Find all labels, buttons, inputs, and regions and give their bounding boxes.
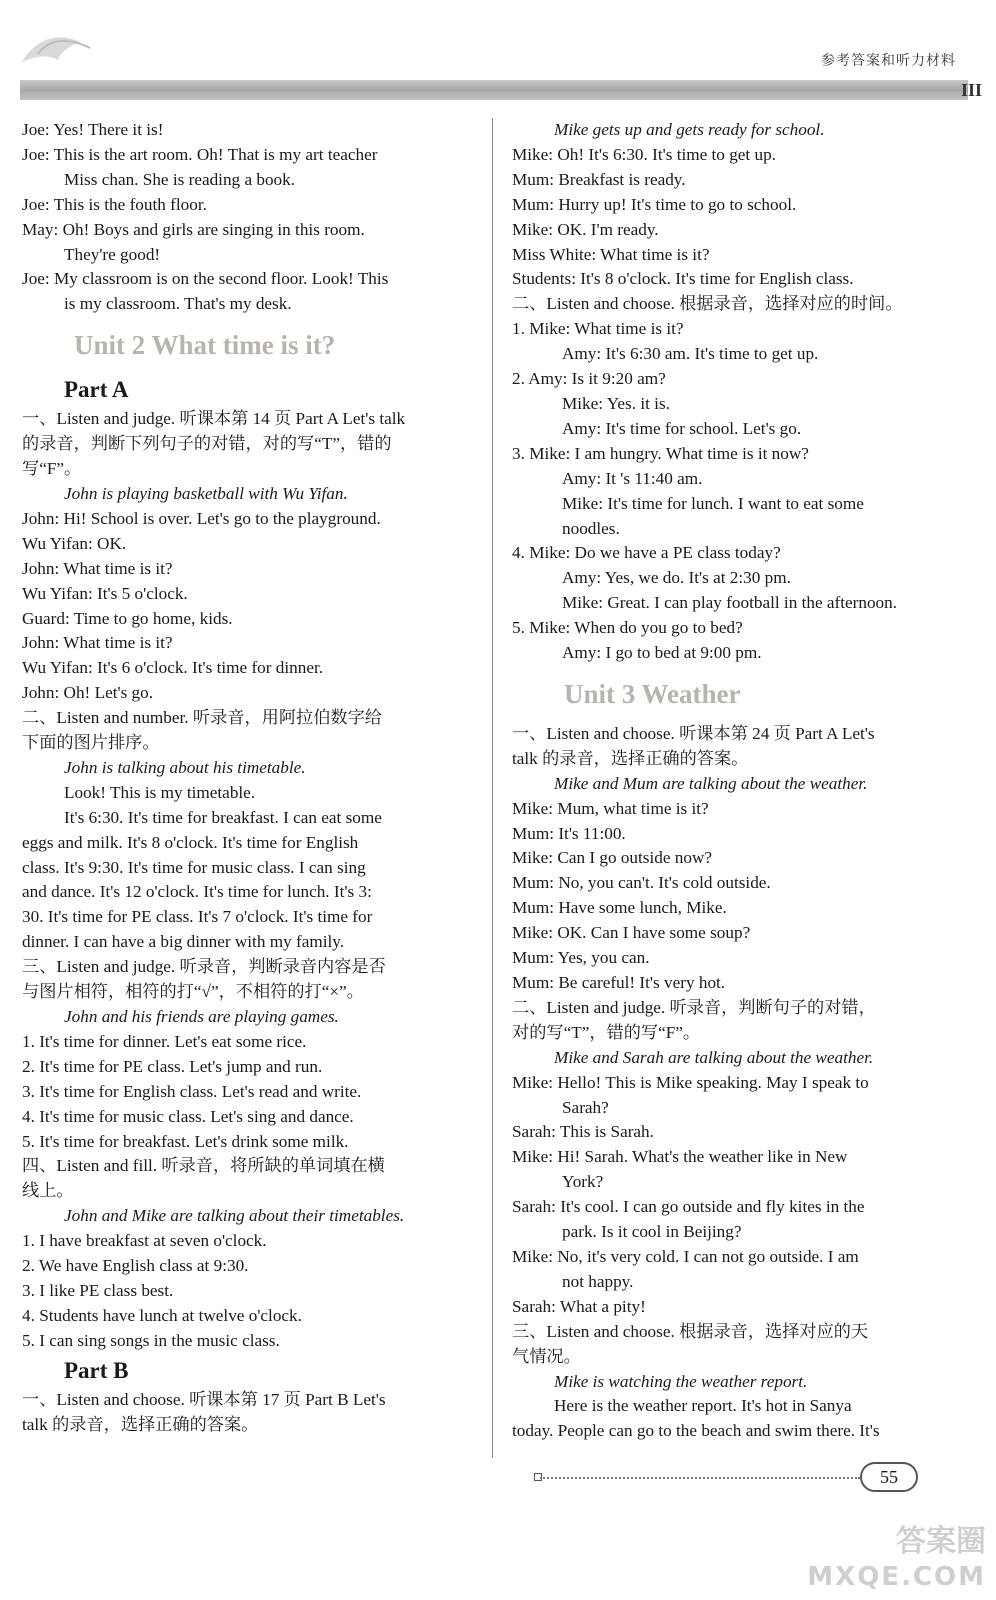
page-header bbox=[0, 0, 996, 104]
text-line: 2. Amy: Is it 9:20 am? bbox=[512, 369, 666, 389]
indented-line: Mike: Great. I can play football in the afternoon. bbox=[562, 593, 898, 613]
text-line: Joe: This is the fouth floor. bbox=[22, 194, 207, 214]
text-line: Students: It's 8 o'clock. It's time for English class. bbox=[512, 269, 854, 289]
text-line: 四、Listen and fill. 听录音，将所缺的单词填在横 bbox=[22, 1156, 385, 1176]
text-line: 的录音，判断下列句子的对错，对的写“T”，错的 bbox=[22, 434, 392, 454]
text-line: Mike: Mum, what time is it? bbox=[512, 798, 709, 818]
text-line: 二、Listen and judge. 听录音，判断句子的对错， bbox=[512, 997, 876, 1017]
indented-line: Mike: It's time for lunch. I want to eat some bbox=[562, 493, 864, 513]
text-line: Mike: Oh! It's 6:30. It's time to get up. bbox=[512, 144, 776, 164]
indented-line: park. Is it cool in Beijing? bbox=[562, 1222, 742, 1242]
text-line: Mum: It's 11:00. bbox=[512, 823, 626, 843]
text-line: 与图片相符，相符的打“√”，不相符的打“×”。 bbox=[22, 982, 364, 1002]
text-line: 气情况。 bbox=[512, 1346, 581, 1366]
indented-line: Amy: I go to bed at 9:00 pm. bbox=[562, 643, 762, 663]
indented-line: Amy: Yes, we do. It's at 2:30 pm. bbox=[562, 568, 791, 588]
indented-line: Sarah? bbox=[562, 1097, 609, 1117]
text-line: 写“F”。 bbox=[22, 459, 82, 479]
scenario-line: Mike gets up and gets ready for school. bbox=[554, 120, 825, 139]
text-line: 1. It's time for dinner. Let's eat some rice. bbox=[22, 1031, 307, 1051]
text-line: 二、Listen and number. 听录音，用阿拉伯数字给 bbox=[22, 708, 382, 728]
text-line: 2. We have English class at 9:30. bbox=[22, 1256, 249, 1276]
text-line: Sarah: What a pity! bbox=[512, 1296, 646, 1316]
indented-line: Miss chan. She is reading a book. bbox=[64, 169, 296, 189]
text-line: Wu Yifan: OK. bbox=[22, 533, 127, 553]
text-line: Miss White: What time is it? bbox=[512, 244, 710, 264]
text-line: 对的写“T”，错的写“F”。 bbox=[512, 1022, 701, 1042]
text-line: Mike: Can I go outside now? bbox=[512, 848, 713, 868]
indented-line: Look! This is my timetable. bbox=[64, 782, 256, 802]
part-title: Part B bbox=[64, 1357, 129, 1383]
indented-line: Mike: Yes. it is. bbox=[562, 393, 670, 413]
header-band bbox=[20, 80, 968, 100]
text-line: 3. Mike: I am hungry. What time is it now? bbox=[512, 443, 809, 463]
text-line: Mike: OK. I'm ready. bbox=[512, 219, 659, 239]
text-line: Mike: Hello! This is Mike speaking. May I speak to bbox=[512, 1072, 869, 1092]
text-line: 线上。 bbox=[22, 1181, 74, 1201]
text-line: Wu Yifan: It's 6 o'clock. It's time for dinner. bbox=[22, 658, 324, 678]
header-title: 参考答案和听力材料 bbox=[821, 54, 956, 69]
watermark-site: MXQE.COM bbox=[807, 1562, 986, 1592]
scenario-line: Mike and Mum are talking about the weather. bbox=[554, 773, 868, 793]
text-line: 3. It's time for English class. Let's read and write. bbox=[22, 1081, 362, 1101]
scenario-line: John is playing basketball with Wu Yifan. bbox=[64, 483, 348, 503]
text-line: 5. It's time for breakfast. Let's drink some milk. bbox=[22, 1131, 349, 1151]
text-line: today. People can go to the beach and swim there. It's bbox=[512, 1421, 880, 1441]
text-line: 1. Mike: What time is it? bbox=[512, 319, 684, 339]
indented-line: York? bbox=[562, 1172, 604, 1192]
text-line: 30. It's time for PE class. It's 7 o'clock. It's time for bbox=[22, 907, 373, 927]
text-line: Mike: Hi! Sarah. What's the weather like in New bbox=[512, 1147, 848, 1167]
right-column bbox=[512, 118, 958, 1444]
text-line: 三、Listen and judge. 听录音，判断录音内容是否 bbox=[22, 957, 386, 977]
text-line: talk 的录音，选择正确的答案。 bbox=[512, 748, 749, 768]
footer-dotted-line bbox=[540, 1477, 860, 1479]
indented-line: noodles. bbox=[562, 518, 620, 538]
text-line: 二、Listen and choose. 根据录音，选择对应的时间。 bbox=[512, 294, 903, 314]
text-line: Mum: Hurry up! It's time to go to school. bbox=[512, 194, 797, 214]
scenario-line: John and his friends are playing games. bbox=[64, 1007, 339, 1026]
text-line: class. It's 9:30. It's time for music class. I can sing bbox=[22, 857, 366, 877]
bird-logo-icon bbox=[18, 20, 98, 80]
text-line: 4. Mike: Do we have a PE class today? bbox=[512, 543, 781, 563]
text-line: talk 的录音，选择正确的答案。 bbox=[22, 1414, 259, 1434]
scenario-line: Mike and Sarah are talking about the weather. bbox=[554, 1047, 874, 1067]
watermark-logo: 答案圈 bbox=[896, 1524, 986, 1559]
text-line: John: Oh! Let's go. bbox=[22, 683, 154, 703]
scenario-line: John is talking about his timetable. bbox=[64, 757, 306, 777]
text-line: Sarah: It's cool. I can go outside and fly kites in the bbox=[512, 1197, 865, 1217]
text-line: 5. Mike: When do you go to bed? bbox=[512, 618, 743, 638]
header-roman: III bbox=[960, 80, 982, 100]
text-line: Mum: Yes, you can. bbox=[512, 948, 650, 968]
text-line: 1. I have breakfast at seven o'clock. bbox=[22, 1231, 267, 1251]
scenario-line: Mike is watching the weather report. bbox=[554, 1371, 808, 1391]
text-line: 下面的图片排序。 bbox=[22, 733, 160, 753]
indented-line: Here is the weather report. It's hot in Sanya bbox=[554, 1396, 852, 1416]
left-column bbox=[22, 118, 474, 1438]
text-line: 5. I can sing songs in the music class. bbox=[22, 1330, 280, 1350]
text-line: 一、Listen and choose. 听课本第 24 页 Part A Let's bbox=[512, 723, 875, 743]
text-line: May: Oh! Boys and girls are singing in this room. bbox=[22, 219, 365, 239]
text-line: and dance. It's 12 o'clock. It's time for lunch. It's 3: bbox=[22, 882, 372, 902]
text-line: Mum: Be careful! It's very hot. bbox=[512, 973, 726, 992]
indented-line: Amy: It's 6:30 am. It's time to get up. bbox=[562, 344, 819, 364]
text-line: Sarah: This is Sarah. bbox=[512, 1122, 654, 1142]
page-number: 55 bbox=[860, 1462, 918, 1492]
unit-title: Unit 3 Weather bbox=[564, 678, 741, 709]
text-line: Mike: No, it's very cold. I can not go outside. I am bbox=[512, 1246, 859, 1266]
text-line: Wu Yifan: It's 5 o'clock. bbox=[22, 583, 188, 603]
indented-line: is my classroom. That's my desk. bbox=[64, 294, 292, 314]
column-divider bbox=[492, 118, 493, 1458]
text-line: John: What time is it? bbox=[22, 633, 173, 653]
indented-line: They're good! bbox=[64, 244, 161, 264]
text-line: Mum: Breakfast is ready. bbox=[512, 169, 686, 189]
text-line: 4. Students have lunch at twelve o'clock. bbox=[22, 1305, 302, 1325]
text-line: Mum: Have some lunch, Mike. bbox=[512, 898, 727, 918]
text-line: 一、Listen and judge. 听课本第 14 页 Part A Let's talk bbox=[22, 409, 406, 429]
text-line: 3. I like PE class best. bbox=[22, 1280, 174, 1300]
text-line: Joe: My classroom is on the second floor. Look! This bbox=[22, 269, 389, 289]
part-title: Part A bbox=[64, 377, 129, 403]
text-line: 4. It's time for music class. Let's sing and dance. bbox=[22, 1106, 354, 1126]
text-line: Mike: OK. Can I have some soup? bbox=[512, 923, 751, 943]
text-line: John: What time is it? bbox=[22, 558, 173, 578]
text-line: Joe: This is the art room. Oh! That is my art teacher bbox=[22, 144, 378, 164]
text-line: Joe: Yes! There it is! bbox=[22, 120, 164, 139]
indented-line: It's 6:30. It's time for breakfast. I can eat some bbox=[64, 807, 382, 827]
text-line: dinner. I can have a big dinner with my family. bbox=[22, 932, 345, 952]
indented-line: not happy. bbox=[562, 1271, 634, 1291]
indented-line: Amy: It 's 11:40 am. bbox=[562, 468, 703, 488]
scenario-line: John and Mike are talking about their timetables. bbox=[64, 1206, 405, 1226]
text-line: Mum: No, you can't. It's cold outside. bbox=[512, 873, 771, 893]
text-line: eggs and milk. It's 8 o'clock. It's time for English bbox=[22, 832, 359, 852]
indented-line: Amy: It's time for school. Let's go. bbox=[562, 418, 802, 438]
text-line: John: Hi! School is over. Let's go to the playground. bbox=[22, 508, 381, 528]
unit-title: Unit 2 What time is it? bbox=[74, 330, 336, 361]
text-line: Guard: Time to go home, kids. bbox=[22, 608, 233, 628]
text-line: 三、Listen and choose. 根据录音，选择对应的天 bbox=[512, 1321, 869, 1341]
text-line: 一、Listen and choose. 听课本第 17 页 Part B Let's bbox=[22, 1389, 386, 1409]
text-line: 2. It's time for PE class. Let's jump and run. bbox=[22, 1056, 323, 1076]
